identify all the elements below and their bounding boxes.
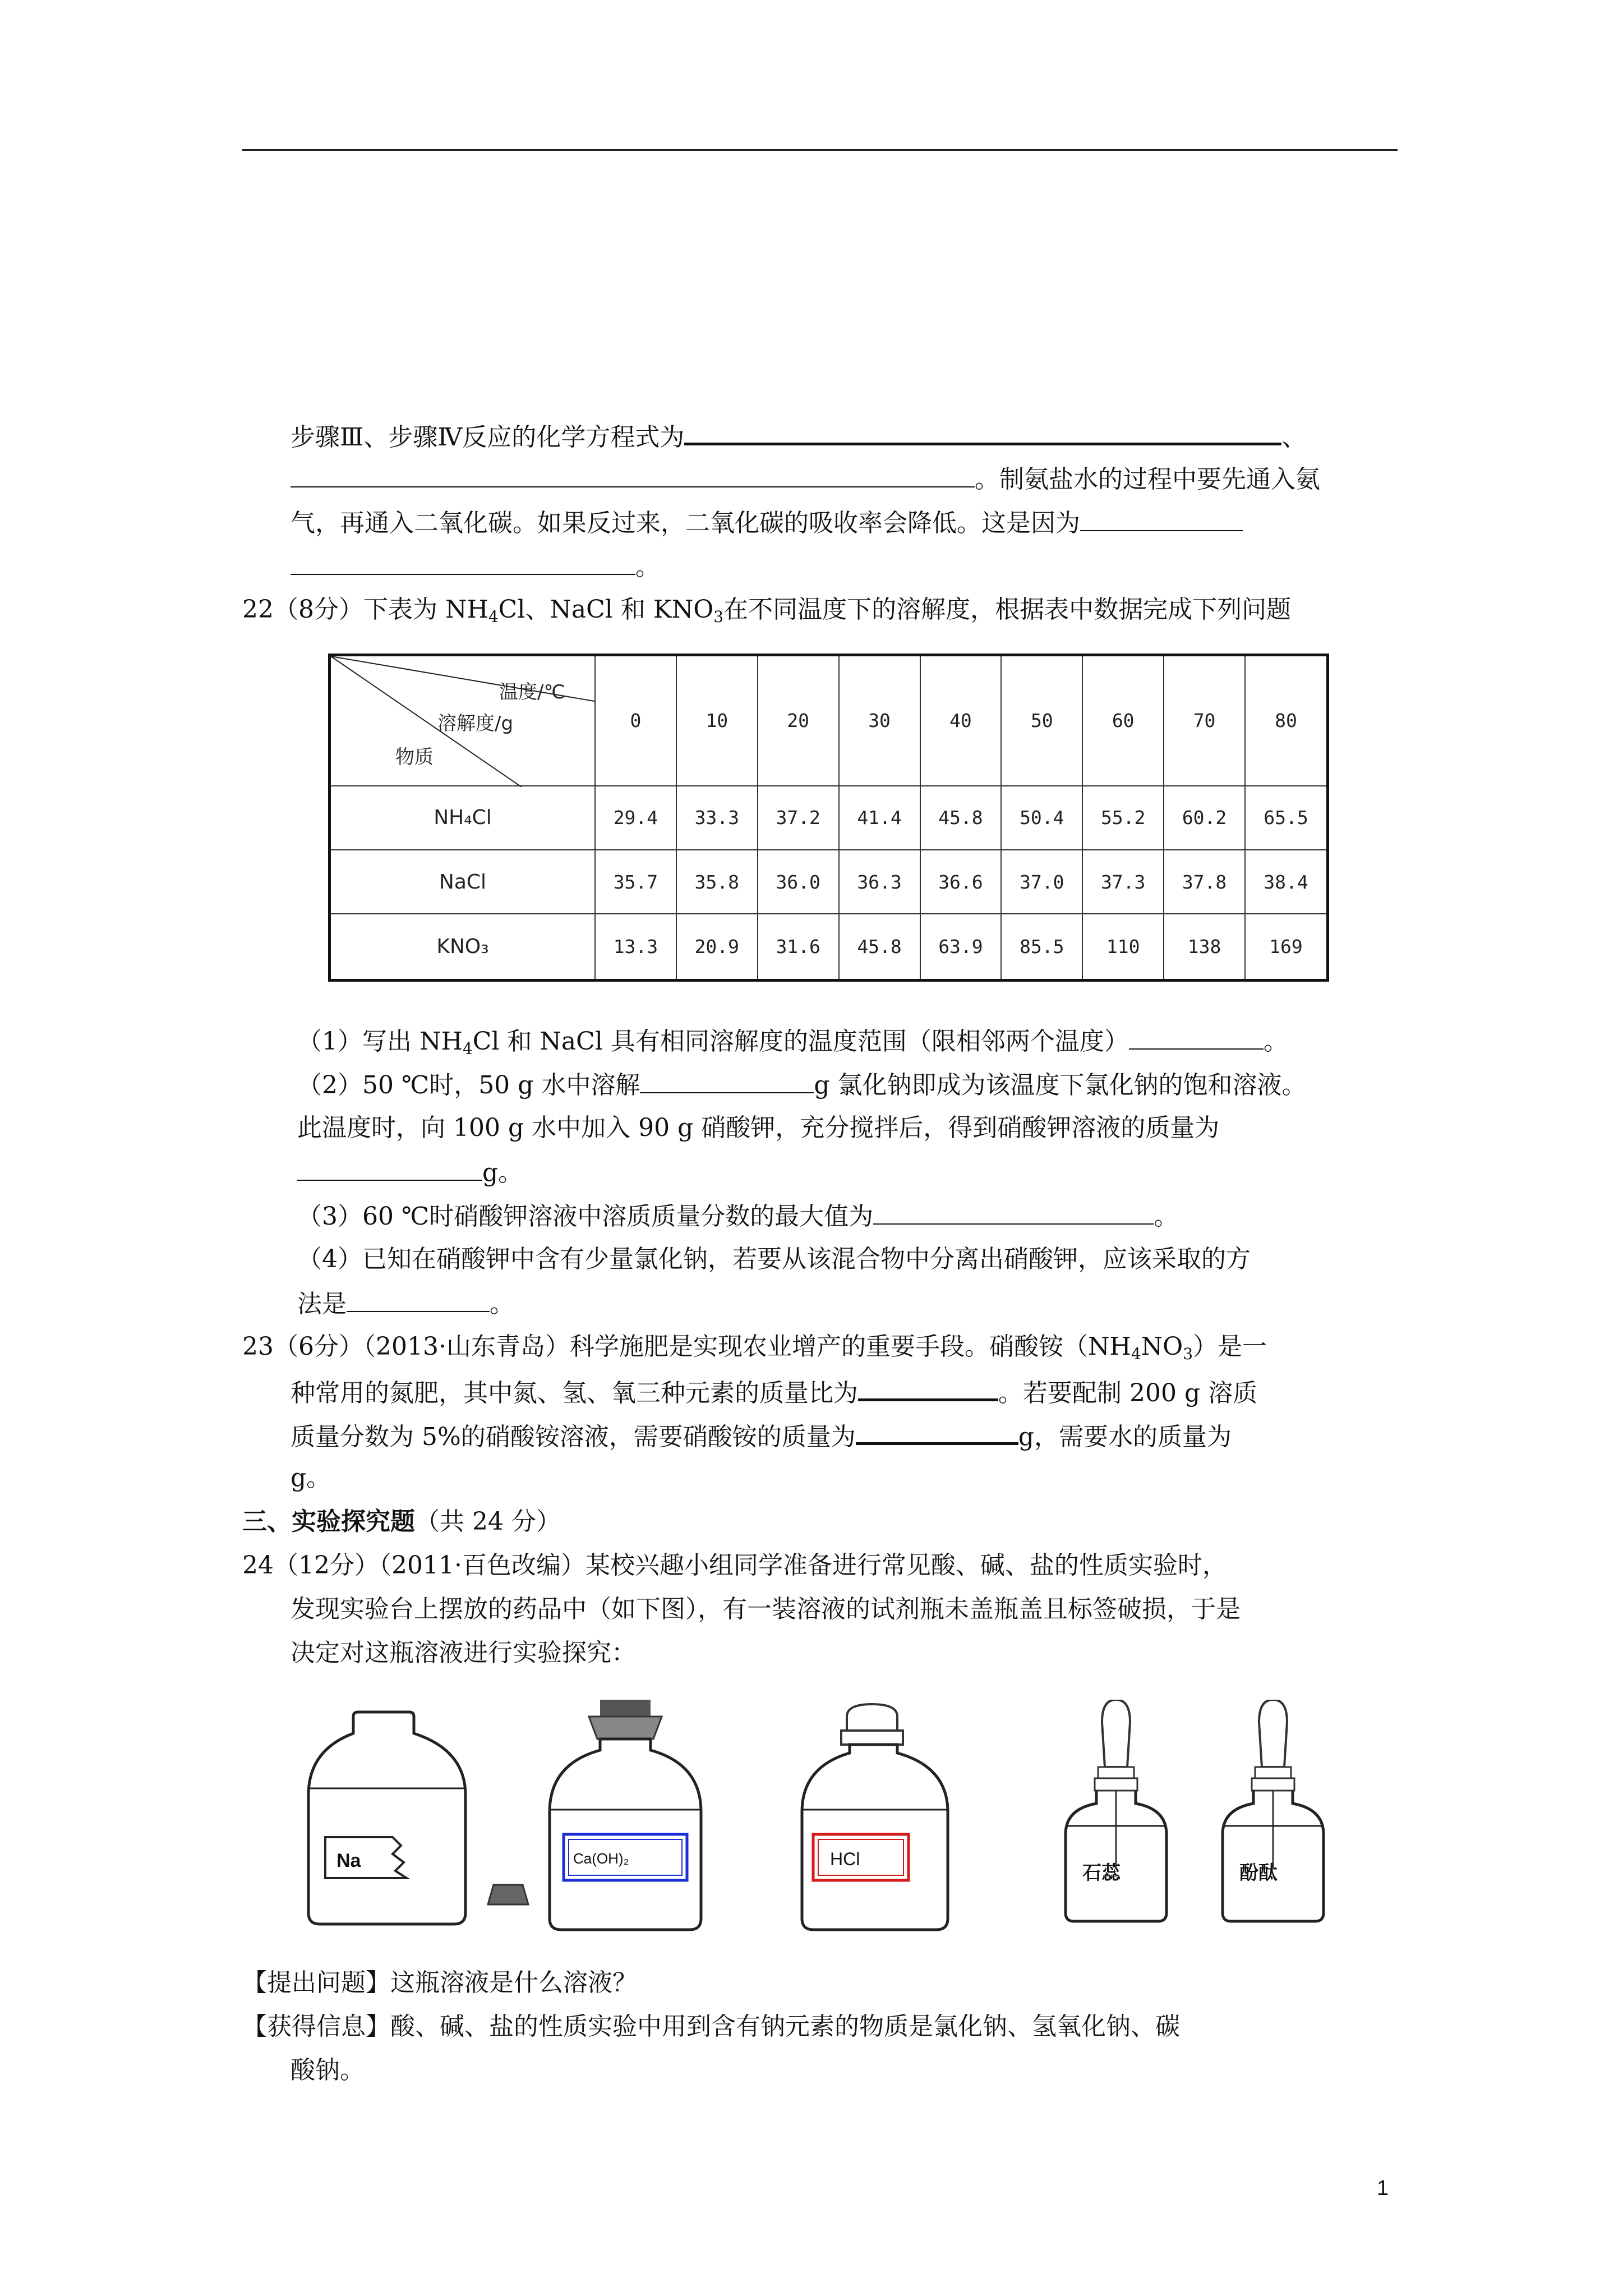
answer-blank[interactable]: [684, 418, 1281, 445]
solubility-table: [328, 654, 1329, 982]
page-number: 1: [1377, 2177, 1389, 2200]
table-cell: 37.3: [1082, 850, 1164, 914]
row-name: KNO₃: [330, 914, 596, 980]
table-corner-header: [330, 655, 596, 786]
dropper-bottle-litmus: [1066, 1700, 1166, 1921]
obtain-info-cont: 酸钠。: [291, 2056, 365, 2085]
answer-blank[interactable]: [291, 549, 635, 575]
label-caoh2: Ca(OH)₂: [573, 1850, 629, 1867]
table-row-kno3: [330, 914, 1328, 980]
row-name: NH₄Cl: [330, 786, 596, 850]
answer-blank[interactable]: [856, 1418, 1018, 1445]
bottle-broken-label: [308, 1712, 465, 1924]
q22-part1: （1）写出 $NH_4Cl$ 和 NaCl 具有相同溶解度的温度范围（限相邻两个温度） 。: [297, 1024, 1288, 1066]
table-cell: 37.8: [1164, 850, 1245, 914]
q22-part2c: g。: [297, 1155, 523, 1190]
table-cell: 36.0: [758, 850, 839, 914]
reagent-bottles-figure: [303, 1700, 1340, 1935]
header-temp: 温度/℃: [499, 681, 565, 703]
q23-line4: g。: [291, 1464, 331, 1492]
table-cell: 38.4: [1245, 850, 1328, 914]
label-phenolphthalein: 酚酞: [1239, 1862, 1278, 1884]
answer-blank[interactable]: [873, 1199, 1154, 1225]
temp-cell: 40: [920, 655, 1002, 786]
bottle-caoh2: [550, 1700, 701, 1930]
table-header-row: [330, 655, 1328, 786]
q23-line3: 质量分数为 5%的硝酸铵溶液，需要硝酸铵的质量为 g，需要水的质量为: [291, 1418, 1232, 1454]
table-cell: 29.4: [595, 786, 676, 850]
answer-blank[interactable]: [1080, 505, 1243, 531]
table-cell: 85.5: [1001, 914, 1082, 980]
label-litmus: 石蕊: [1082, 1862, 1121, 1884]
table-cell: 35.8: [676, 850, 758, 914]
table-cell: 36.6: [920, 850, 1002, 914]
table-cell: 31.6: [758, 914, 839, 980]
q22-part2: （2）50 ℃时，50 g 水中溶解 g 氯化钠即成为该温度下氯化钠的饱和溶液。: [297, 1068, 1306, 1102]
q21-line2: 。制氨盐水的过程中要先通入氨: [291, 462, 1320, 496]
table-cell: 45.8: [839, 914, 920, 980]
header-substance: 物质: [395, 746, 434, 769]
table-row-nacl: [330, 850, 1328, 914]
q24-line1: 24（12分）（2011·百色改编）某校兴趣小组同学准备进行常见酸、碱、盐的性质实验时，: [242, 1551, 1227, 1580]
bottle-hcl: [802, 1704, 948, 1930]
q22-part4: （4）已知在硝酸钾中含有少量氯化钠，若要从该混合物中分离出硝酸钾，应该采取的方: [297, 1245, 1251, 1273]
table-cell: 13.3: [595, 914, 676, 980]
table-cell: 36.3: [839, 850, 920, 914]
temp-cell: 80: [1245, 655, 1328, 786]
q21-line1: 步骤Ⅲ、步骤Ⅳ反应的化学方程式为 、: [291, 418, 1306, 454]
table-cell: 45.8: [920, 786, 1002, 850]
table-cell: 110: [1082, 914, 1164, 980]
table-cell: 41.4: [839, 786, 920, 850]
header-solubility: 溶解度/g: [437, 712, 514, 735]
label-hcl: HCl: [830, 1849, 860, 1869]
q23-line2: 种常用的氮肥，其中氮、氢、氧三种元素的质量比为 。若要配制 200 g 溶质: [291, 1374, 1257, 1410]
table-cell: 169: [1245, 914, 1328, 980]
table-cell: 35.7: [595, 850, 676, 914]
temp-cell: 20: [758, 655, 839, 786]
q24-line2: 发现实验台上摆放的药品中（如下图），有一装溶液的试剂瓶未盖瓶盖且标签破损，于是: [291, 1595, 1241, 1623]
table-cell: 55.2: [1082, 786, 1164, 850]
answer-blank[interactable]: [1129, 1024, 1264, 1050]
row-name: NaCl: [330, 850, 596, 914]
answer-blank[interactable]: [291, 462, 975, 487]
q23-line1: 23（6分）（2013·山东青岛）科学施肥是实现农业增产的重要手段。硝酸铵$(NH_4NO_3)$是一: [242, 1332, 1267, 1363]
table-cell: 138: [1164, 914, 1245, 980]
temp-cell: 10: [676, 655, 758, 786]
q21-line3: 气，再通入二氧化碳。如果反过来，二氧化碳的吸收率会降低。这是因为: [291, 505, 1243, 540]
ask-question: 【提出问题】这瓶溶液是什么溶液？: [242, 1968, 637, 1997]
header-rule: [242, 149, 1398, 151]
q22-part3: （3）60 ℃时硝酸钾溶液中溶质质量分数的最大值为 。: [297, 1199, 1178, 1234]
answer-blank[interactable]: [347, 1286, 490, 1312]
table-cell: 65.5: [1245, 786, 1328, 850]
q24-line3: 决定对这瓶溶液进行实验探究：: [291, 1639, 636, 1667]
table-cell: 37.0: [1001, 850, 1082, 914]
q21-line4: 。: [291, 549, 660, 584]
answer-blank[interactable]: [858, 1374, 998, 1401]
label-na: Na: [336, 1850, 361, 1871]
temp-cell: 0: [595, 655, 676, 786]
table-row-nh4cl: [330, 786, 1328, 850]
table-cell: 33.3: [676, 786, 758, 850]
obtain-info: 【获得信息】酸、碱、盐的性质实验中用到含有钠元素的物质是氯化钠、氢氧化钠、碳: [242, 2012, 1180, 2041]
table-cell: 50.4: [1001, 786, 1082, 850]
q22-stem: 22（8分）下表为 $NH_4Cl$、NaCl 和 $KNO_3$在不同温度下的溶解度，根据表中数据完成下列问题: [242, 595, 1292, 626]
table-cell: 60.2: [1164, 786, 1245, 850]
table-cell: 63.9: [920, 914, 1002, 980]
section-title: 三、实验探究题（共 24 分）: [242, 1507, 561, 1536]
temp-cell: 30: [839, 655, 920, 786]
temp-cell: 70: [1164, 655, 1245, 786]
answer-blank[interactable]: [640, 1068, 814, 1093]
bottle-stopper: [488, 1885, 528, 1904]
q22-part2b: 此温度时，向 100 g 水中加入 90 g 硝酸钾，充分搅拌后，得到硝酸钾溶液的质量为: [297, 1114, 1220, 1142]
temp-cell: 60: [1082, 655, 1164, 786]
answer-blank[interactable]: [297, 1155, 482, 1181]
q22-part4b: 法是 。: [297, 1286, 514, 1321]
temp-cell: 50: [1001, 655, 1082, 786]
table-cell: 37.2: [758, 786, 839, 850]
dropper-bottle-phenolphthalein: [1223, 1700, 1324, 1921]
table-cell: 20.9: [676, 914, 758, 980]
